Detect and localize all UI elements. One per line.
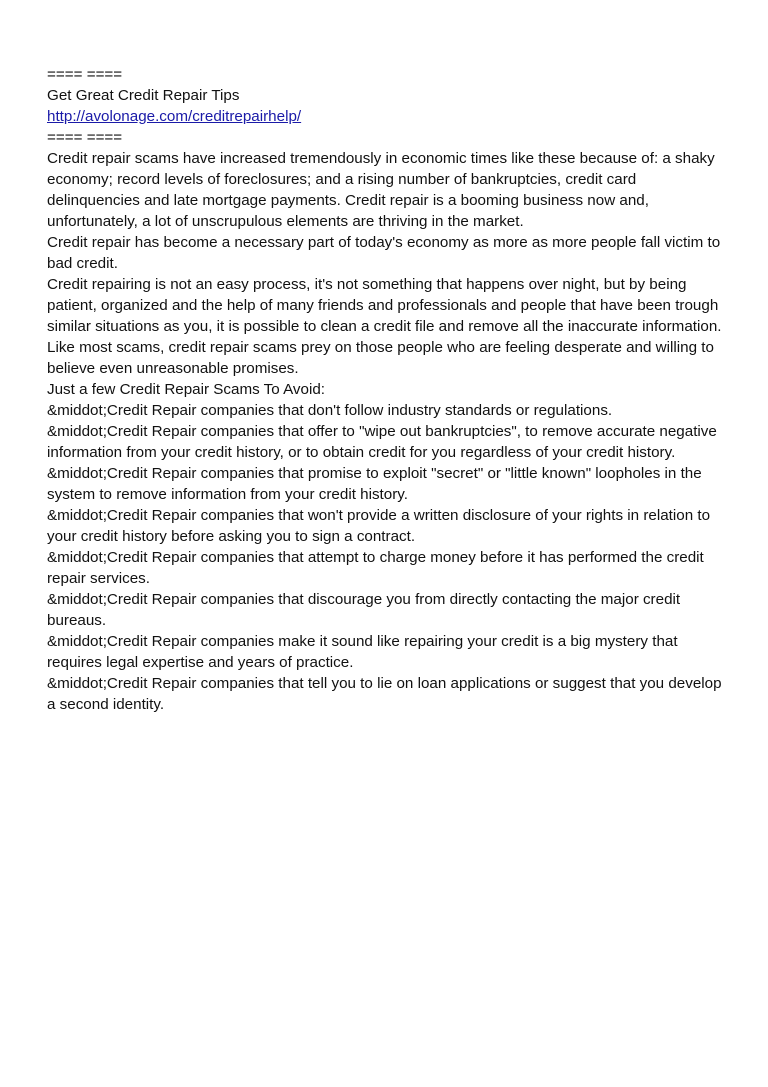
scam-item: &middot;Credit Repair companies that promise to exploit "secret" or "little known" loopholes in the system to remove information from your credit history. — [47, 465, 702, 503]
scam-item: &middot;Credit Repair companies that won't provide a written disclosure of your rights in relation to your credit history before asking you to sign a contract. — [47, 507, 711, 545]
separator-bottom: ==== ==== — [47, 129, 123, 146]
header-block — [47, 85, 732, 127]
separator-top: ==== ==== — [47, 66, 123, 83]
paragraph-list-intro: Just a few Credit Repair Scams To Avoid: — [47, 381, 325, 398]
header-title: Get Great Credit Repair Tips — [47, 87, 240, 104]
scam-item: &middot;Credit Repair companies that discourage you from directly contacting the major credit bureaus. — [47, 591, 681, 629]
document-page — [47, 64, 732, 715]
paragraph-intro: Credit repair scams have increased tremendously in economic times like these because of: a shaky economy; record levels of foreclosures; and a rising number of bankruptcies, credit card delinquencies and late mortgage payments. Credit repair is a booming business now and, unfortunately, a lot of unscrupulous elements are thriving in the market. — [47, 150, 715, 230]
scam-item: &middot;Credit Repair companies make it sound like repairing your credit is a big mystery that requires legal expertise and years of practice. — [47, 633, 678, 671]
scam-item: &middot;Credit Repair companies that attempt to charge money before it has performed the credit repair services. — [47, 549, 704, 587]
header-link[interactable]: http://avolonage.com/creditrepairhelp/ — [47, 108, 302, 125]
scam-item: &middot;Credit Repair companies that don't follow industry standards or regulations. — [47, 402, 613, 419]
paragraph-necessary: Credit repair has become a necessary part of today's economy as more as more people fall victim to bad credit. — [47, 234, 721, 272]
scam-item: &middot;Credit Repair companies that tell you to lie on loan applications or suggest that you develop a second identity. — [47, 675, 722, 713]
scam-item: &middot;Credit Repair companies that offer to "wipe out bankruptcies", to remove accurate negative information from your credit history, or to obtain credit for you regardless of your credit history. — [47, 423, 717, 461]
paragraph-process: Credit repairing is not an easy process, it's not something that happens over night, but by being patient, organized and the help of many friends and professionals and people that have been trough similar situations as you, it is possible to clean a credit file and remove all the inaccurate information. Like most scams, credit repair scams prey on those people who are feeling desperate and willing to believe even unreasonable promises. — [47, 276, 722, 377]
